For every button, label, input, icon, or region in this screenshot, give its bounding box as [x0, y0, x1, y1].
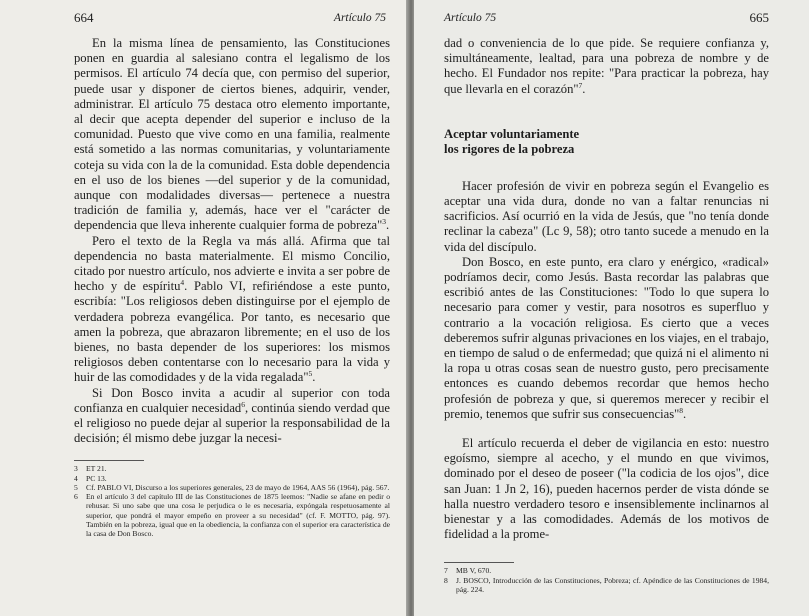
right-opening-paragraph: dad o conveniencia de lo que pide. Se requiere confianza y, simultáneamente, lealtad, para una pobreza de nombre y de hecho. El Fundador nos repite: "Para practicar la pobreza, hay que llevarla en el corazón"$^7$.	[444, 36, 769, 96]
left-paragraph-3: Si Don Bosco invita a acudir al superior con toda confianza en cualquier necesidad$^6$, continúa siendo verdad que el religioso no puede dejar al superior la responsabilidad de la decisión; él mismo debe juzgar la necesi-	[74, 385, 390, 446]
note-ref-5: 5	[308, 369, 313, 379]
footnote-rule	[74, 460, 144, 461]
right-paragraph-3: El artículo recuerda el deber de vigilancia en esto: nuestro egoísmo, siempre al acecho, y el mundo en que vivimos, dominado por el deseo de poseer ("la codicia de los ojos", dice san Juan: 1 Jn 2, 16), pueden hacernos perder de vista dónde se halla nuestro verdadero tesoro e insensiblemente inclinarnos al bienestar y a las comodidades. Además de los motivos de fidelidad a la prome-	[444, 436, 769, 542]
footnote: 8 J. BOSCO, Introducción de las Constituciones, Pobreza; cf. Apéndice de las Constituciones de 1984, pág. 224.	[444, 575, 769, 594]
footnote: 3 ET 21.	[74, 464, 107, 474]
left-paragraph-2: Pero el texto de la Regla va más allá. Afirma que tal dependencia no basta materialmente. El mismo Concilio, citado por nuestro artículo, nos advierte e invita a ser pobre de hecho y de espíritu$^4$. Pablo VI, refiriéndose a este punto, escribía: "Los religiosos deben distinguirse por el ejemplo de verdadera pobreza evangélica. Por tanto, es necesario que amen la pobreza, que abrazaron libremente; en el uso de los bienes, no basta depender de los superiores: los mismos religiosos deben contentarse con lo necesario para la vida y huir de las comodidades y de la vida regalada"$^5$.	[74, 233, 390, 385]
footnote: 5 Cf. PABLO VI, Discurso a los superiores generales, 23 de mayo de 1964, AAS 56 (1964), pág. 567.	[74, 482, 390, 492]
right-footnotes	[444, 566, 769, 594]
note-ref-3: 3	[382, 217, 387, 227]
footnote: 4 PC 13.	[74, 473, 107, 483]
footnote-rule	[444, 562, 514, 563]
right-page	[414, 0, 809, 616]
note-ref-7: 7	[578, 80, 583, 90]
left-running-header	[74, 10, 390, 36]
note-ref-8: 8	[679, 405, 684, 415]
left-footnotes	[74, 464, 390, 538]
left-running-head: Artículo 75	[333, 12, 386, 24]
right-paragraph-1: Hacer profesión de vivir en pobreza según el Evangelio es aceptar una vida dura, donde no van a faltar renuncias ni sacrificios. Así ocurrió en la vida de Jesús, que "no tenía donde reclinar la cabeza" (Lc 9, 58); otro tanto sucede a menudo en la vida del discípulo.	[444, 178, 769, 254]
left-page-number: 664	[74, 10, 94, 25]
right-running-head: Artículo 75	[444, 12, 497, 24]
right-paragraph-2: Don Bosco, en este punto, era claro y enérgico, «radical» podríamos decir, como Jesús. Basta recordar las palabras que escribió antes de las Constituciones: "Todo lo que supera lo necesario para comer y vestir, para nosotros es superfluo y contrario a la vocación religiosa. Es cierto que a veces deberemos sufrir algunas privaciones en los viajes, en el trabajo, en tiempo de salud o de enfermedad; que quizá ni el alimento ni la ropa u otras cosas sean de nuestro gusto, pero precisamente entonces es cuando debemos recordar que hemos hecho profesión de pobreza y que, si queremos merecer y recibir el premio, tenemos que sufrir sus consecuencias"$^8$.	[444, 254, 769, 421]
footnote: 7 MB V, 670.	[444, 566, 492, 576]
right-running-header	[444, 10, 769, 36]
note-ref-6: 6	[241, 399, 245, 409]
note-ref-4: 4	[180, 278, 185, 288]
left-paragraph-1: En la misma línea de pensamiento, las Constituciones ponen en guardia al salesiano contra el legalismo de los permisos. El artículo 74 decía que, con permiso del superior, puede usar y disponer de ciertos bienes, adquirir, vender, administrar. El artículo 75 destaca otro elemento importante, al decir que acepta depender del superior e incluso de la comunidad. Puesto que vive como en una familia, realmente está sometido a las normas comunitarias, y voluntariamente coteja su vida con la de la comunidad. Esta doble dependencia en el uso de los bienes —del superior y de la comunidad, aunque con modalidades diversas— pertenece a nuestra tradición de familia y, además, hace ver el "carácter de dependencia que lleva inherente cualquier forma de pobreza"$^3$.	[74, 36, 390, 233]
section-title: Aceptar voluntariamente los rigores de la pobreza	[444, 126, 580, 156]
footnote: 6 En el artículo 3 del capítulo III de las Constituciones de 1875 leemos: "Nadie se afane en pedir o rehusar. Si uno sabe que una cosa le perjudica o le es necesaria, expóngala respetuosamente al superior, que pondrá el mayor empeño en proveer a su necesidad" (cf. F. MOTTO, pág. 97). También en la pobreza, igual que en la obediencia, la confianza con el superior era característica de la casa de Don Bosco.	[74, 492, 390, 538]
right-page-number: 665	[749, 10, 769, 25]
